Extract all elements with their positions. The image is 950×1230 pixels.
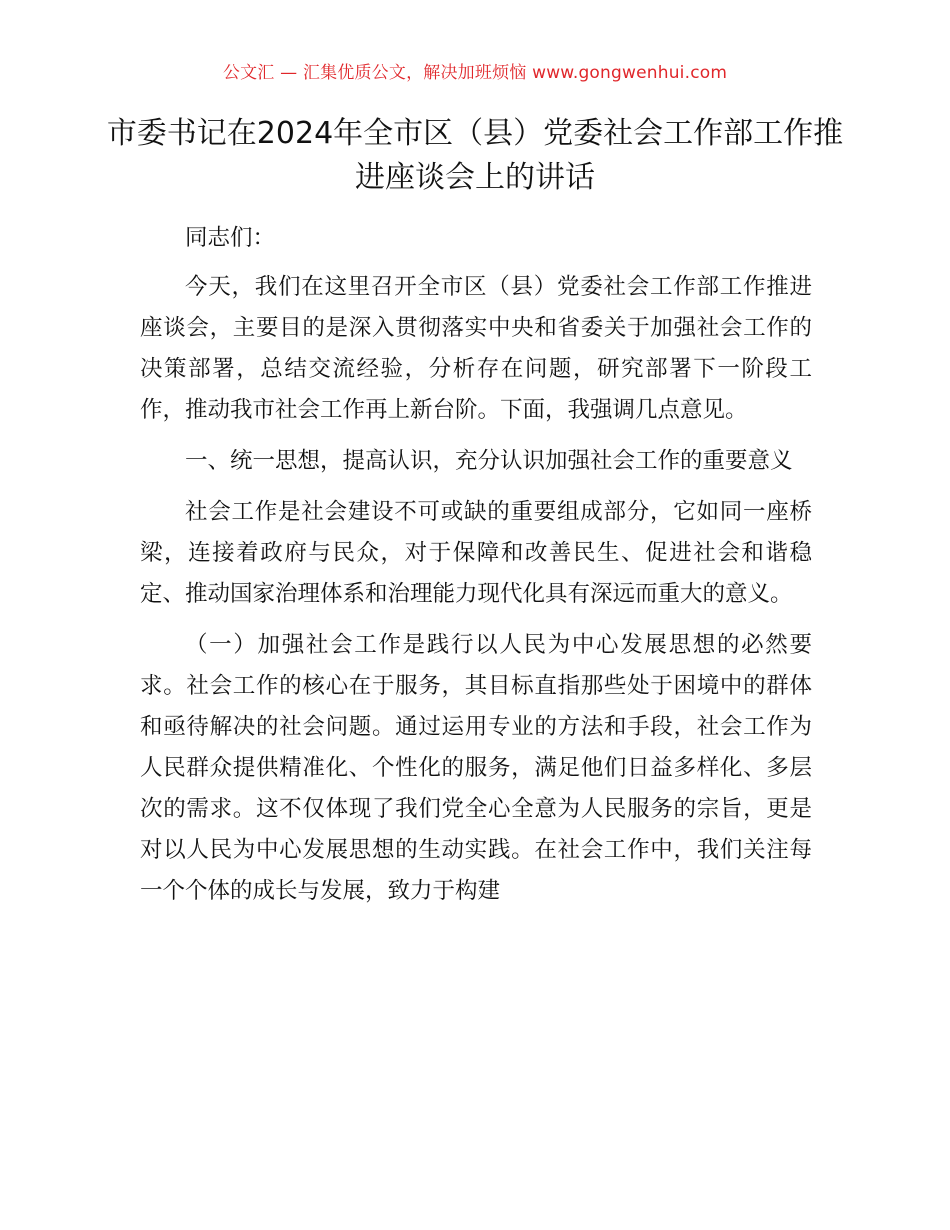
paragraph-subpoint-1: （一）加强社会工作是践行以人民为中心发展思想的必然要求。社会工作的核心在于服务，其目标直指那些处于困境中的群体和亟待解决的社会问题。通过运用专业的方法和手段，社会工作为人民群众提供精准化、个性化的服务，满足他们日益多样化、多层次的需求。这不仅体现了我们党全心全意为人民服务的宗旨，更是对以人民为中心发展思想的生动实践。在社会工作中，我们关注每一个个体的成长与发展，致力于构建 [140,632,812,904]
site-header-banner: 公文汇 — 汇集优质公文，解决加班烦恼 www.gongwenhui.com [222,63,728,83]
paragraph-significance: 社会工作是社会建设不可或缺的重要组成部分，它如同一座桥梁，连接着政府与民众，对于保障和改善民生、促进社会和谐稳定、推动国家治理体系和治理能力现代化具有深远而重大的意义。 [140,499,812,607]
section-heading-1: 一、统一思想，提高认识，充分认识加强社会工作的重要意义 [185,448,793,474]
paragraph-intro: 今天，我们在这里召开全市区（县）党委社会工作部工作推进座谈会，主要目的是深入贯彻落实中央和省委关于加强社会工作的决策部署，总结交流经验，分析存在问题，研究部署下一阶段工作，推动我市社会工作再上新台阶。下面，我强调几点意见。 [140,274,812,423]
salutation: 同志们： [185,225,276,251]
document-body [140,218,812,922]
document-title: 市委书记在2024年全市区（县）党委社会工作部工作推进座谈会上的讲话 [106,116,844,195]
